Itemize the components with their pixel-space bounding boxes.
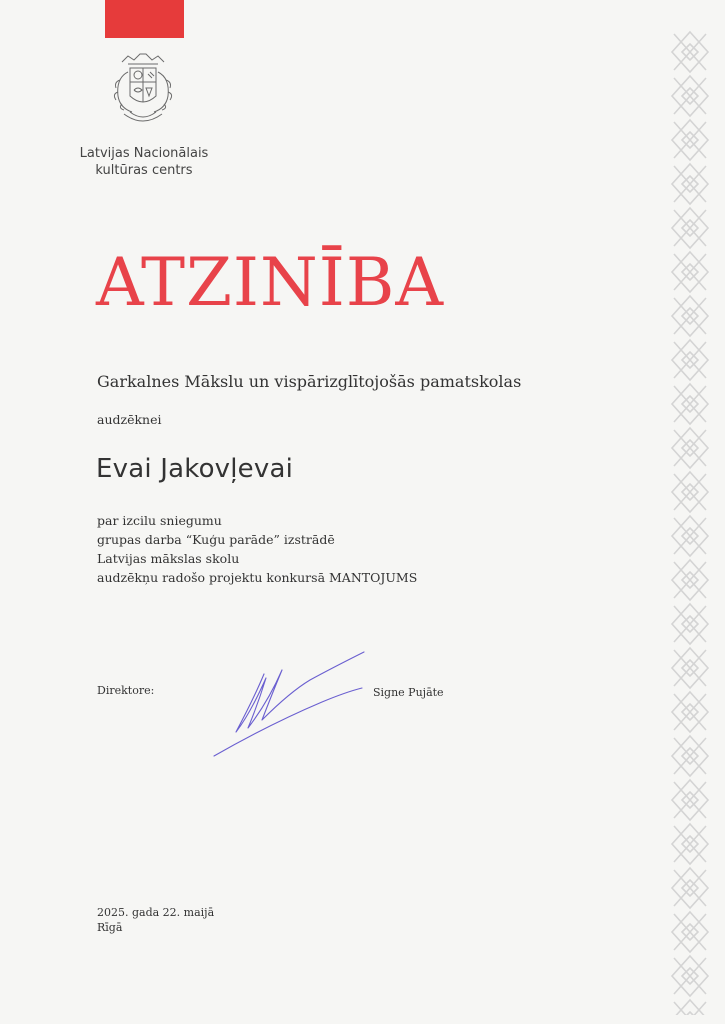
issue-place: Rīgā (97, 921, 123, 934)
signatory-role: Direktore: (97, 684, 155, 697)
school-name: Garkalnes Mākslu un vispārizglītojošās pamatskolas (97, 372, 522, 391)
organization-name-line2: kultūras centrs (95, 163, 193, 178)
award-reason (97, 511, 417, 587)
ornament-border (668, 30, 712, 1015)
organization-name-line1: Latvijas Nacionālais (79, 146, 209, 161)
recipient-name: Evai Jakovļevai (96, 454, 294, 484)
organization-name (70, 145, 218, 179)
reason-line: audzēkņu radošo projektu konkursā MANTOJUMS (97, 570, 418, 585)
issue-date: 2025. gada 22. maijā (97, 906, 215, 919)
signatory-name: Signe Pujāte (373, 686, 444, 699)
coat-of-arms-icon (100, 52, 186, 132)
reason-line: Latvijas mākslas skolu (97, 551, 240, 566)
reason-line: grupas darba “Kuģu parāde” izstrādē (97, 532, 335, 547)
certificate-title: ATZINĪBA (96, 244, 444, 321)
red-tab (105, 0, 184, 38)
recipient-role: audzēknei (97, 412, 162, 427)
signature-icon (210, 648, 380, 763)
issue-date-place (97, 905, 214, 935)
reason-line: par izcilu sniegumu (97, 513, 222, 528)
